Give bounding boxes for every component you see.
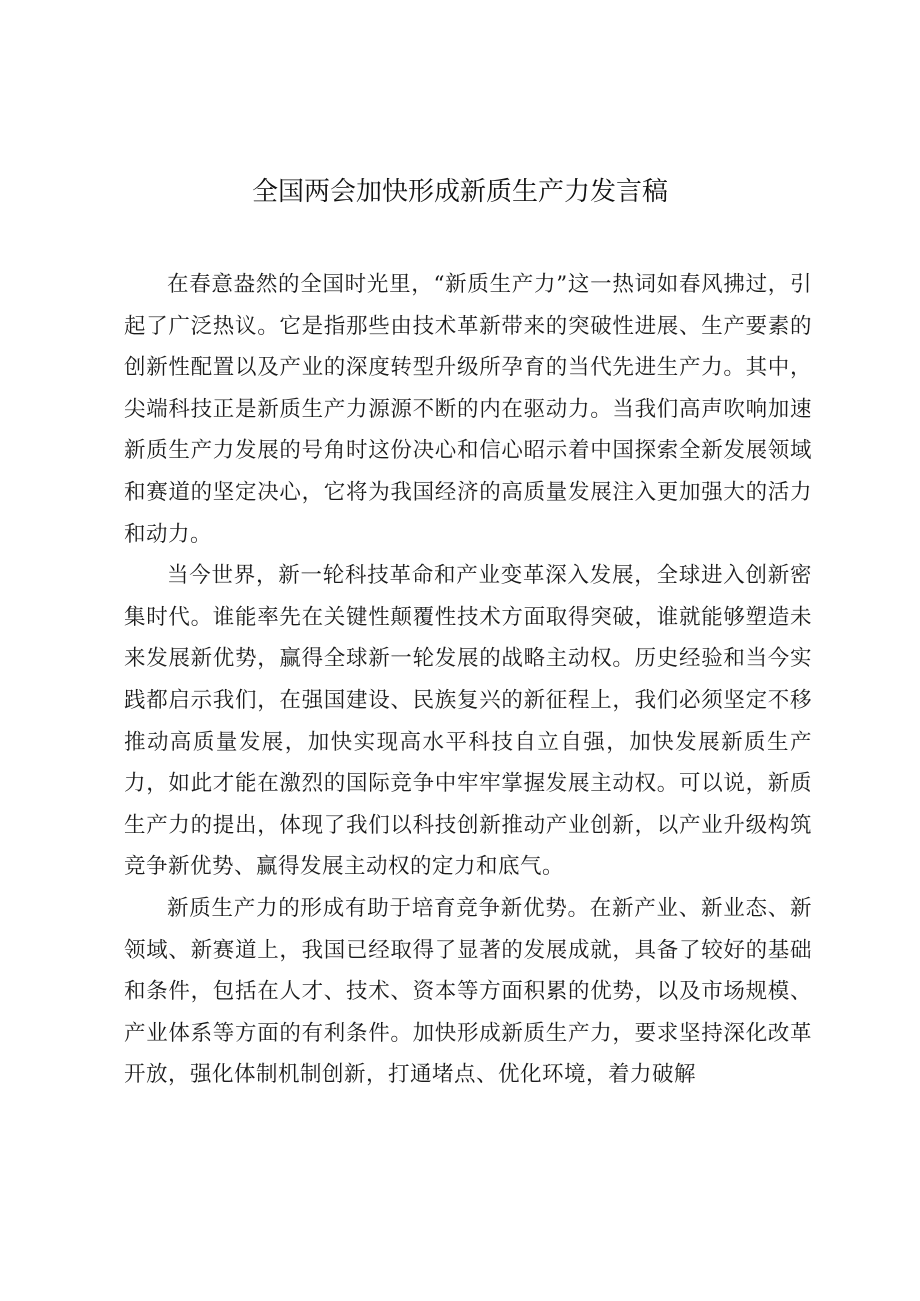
paragraph-2: 当今世界，新一轮科技革命和产业变革深入发展，全球进入创新密集时代。谁能率先在关键性颠覆性技术方面取得突破，谁就能够塑造未来发展新优势，赢得全球新一轮发展的战略主动权。历史经验和当今实践都启示我们，在强国建设、民族复兴的新征程上，我们必须坚定不移推动高质量发展，加快实现高水平科技自立自强，加快发展新质生产力，如此才能在激烈的国际竞争中牢牢掌握发展主动权。可以说，新质生产力的提出，体现了我们以科技创新推动产业创新，以产业升级构筑竞争新优势、赢得发展主动权的定力和底气。 xyxy=(124,563,812,880)
paragraph-3: 新质生产力的形成有助于培育竞争新优势。在新产业、新业态、新领域、新赛道上，我国已经取得了显著的发展成就，具备了较好的基础和条件，包括在人才、技术、资本等方面积累的优势，以及市场规模、产业体系等方面的有利条件。加快形成新质生产力，要求坚持深化改革开放，强化体制机制创新，打通堵点、优化环境，着力破解 xyxy=(124,895,812,1088)
document-title: 全国两会加快形成新质生产力发言稿 xyxy=(251,177,668,207)
document-body xyxy=(124,264,812,1096)
paragraph-1: 在春意盎然的全国时光里，“新质生产力”这一热词如春风拂过，引起了广泛热议。它是指那些由技术革新带来的突破性进展、生产要素的创新性配置以及产业的深度转型升级所孕育的当代先进生产力。其中，尖端科技正是新质生产力源源不断的内在驱动力。当我们高声吹响加速新质生产力发展的号角时这份决心和信心昭示着中国探索全新发展领域和赛道的坚定决心，它将为我国经济的高质量发展注入更加强大的活力和动力。 xyxy=(124,272,812,547)
